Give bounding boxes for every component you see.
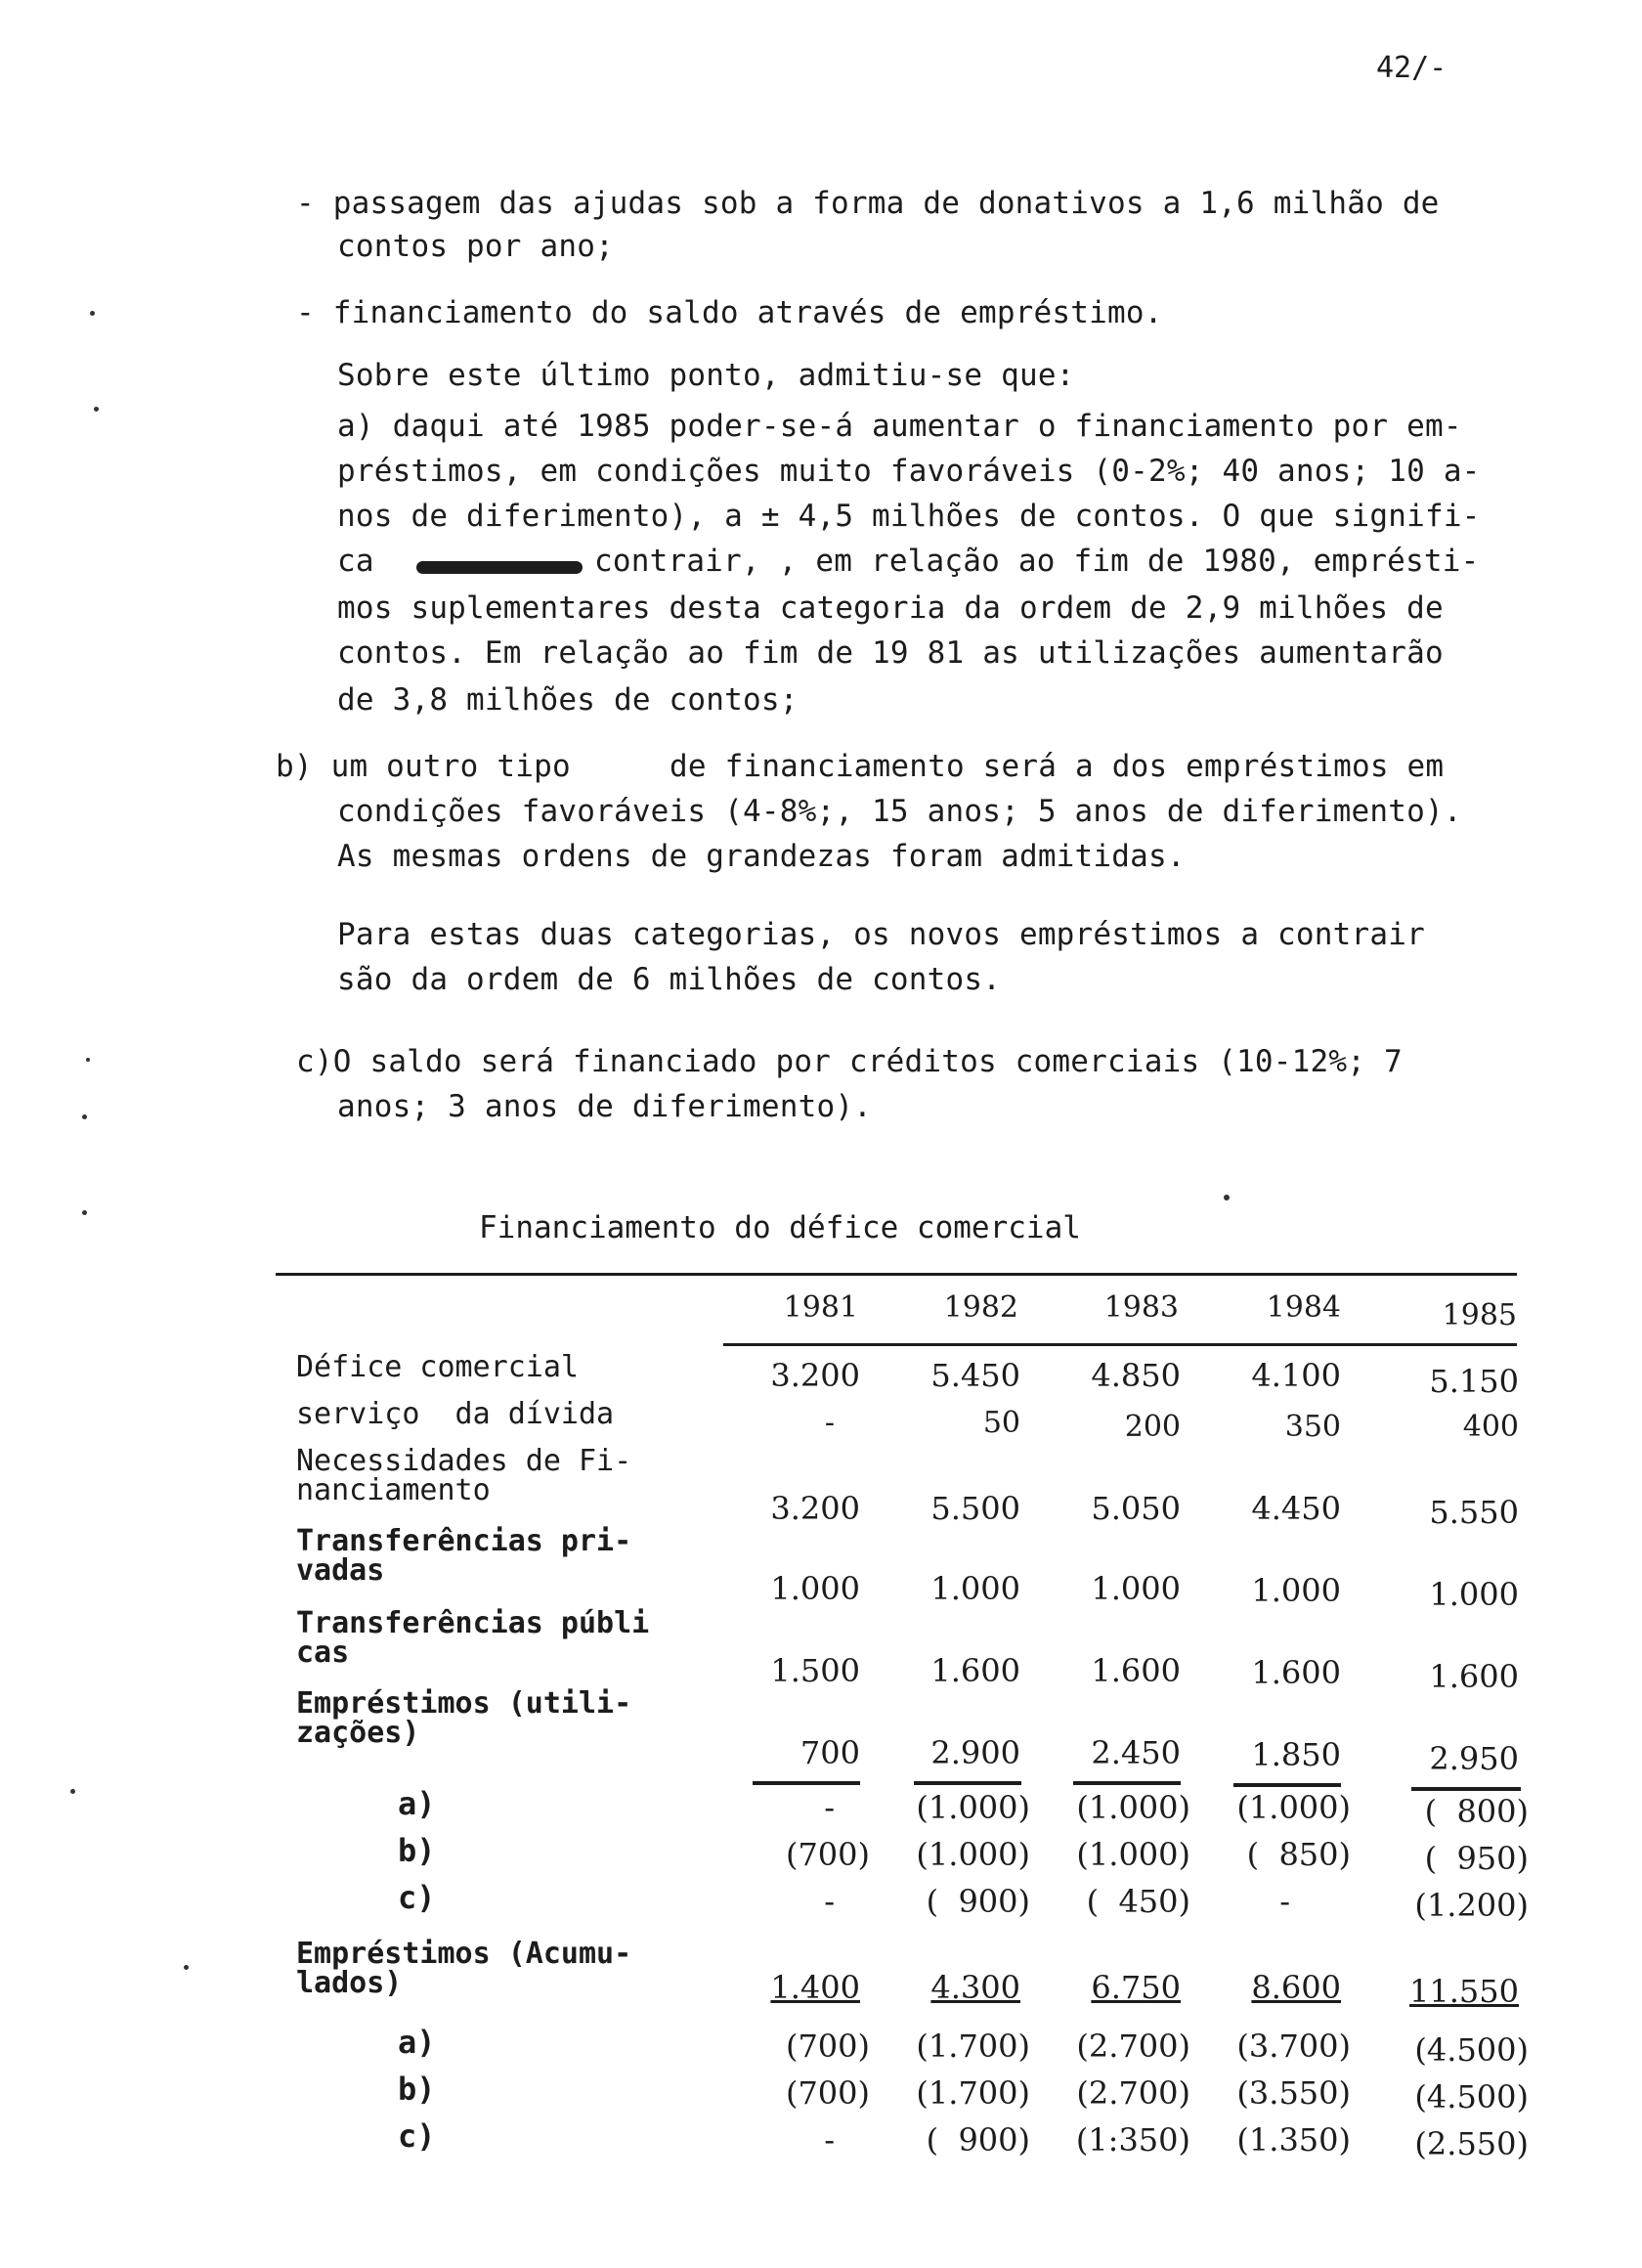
table-cell: 1.600	[1251, 1654, 1341, 1691]
table-cell: 11.550	[1409, 1973, 1519, 2010]
table-cell: 350	[1284, 1410, 1341, 1444]
table-cell: 400	[1462, 1410, 1519, 1444]
table-cell: 50	[982, 1406, 1020, 1440]
margin-speck	[184, 1965, 189, 1970]
row-label: Transferências públi cas	[296, 1606, 650, 1670]
table-cell: (2.550)	[1414, 2125, 1529, 2162]
table-cell: 4.300	[930, 1969, 1020, 2006]
margin-speck	[94, 407, 99, 412]
table-cell: ( 850)	[1246, 1836, 1351, 1873]
table-cell: 3.200	[770, 1357, 860, 1394]
body-line: contos por ano;	[337, 229, 614, 264]
table-cell: (4.500)	[1414, 2031, 1529, 2069]
year-header: 1984	[1266, 1290, 1341, 1325]
body-line: - passagem das ajudas sob a forma de donativos a 1,6 milhão de	[296, 186, 1440, 221]
table-cell: ( 800)	[1424, 1793, 1529, 1830]
page-number: 42/-	[1376, 51, 1448, 85]
table-cell: 2.950	[1429, 1740, 1519, 1777]
table-cell: 5.450	[930, 1357, 1020, 1394]
subtotal-underline	[1411, 1787, 1521, 1791]
body-line: a) daqui até 1985 poder-se-á aumentar o financiamento por em-	[337, 409, 1462, 444]
margin-speck	[70, 1789, 75, 1794]
body-line: contos. Em relação ao fim de 19 81 as utilizações aumentarão	[337, 635, 1444, 671]
table-cell: (1.350)	[1236, 2121, 1351, 2159]
row-sublabel: a)	[398, 2024, 436, 2061]
row-sublabel: c)	[398, 1879, 436, 1916]
table-title: Financiamento do défice comercial	[479, 1210, 1081, 1245]
table-cell: 1.600	[930, 1652, 1020, 1689]
table-cell: (1.000)	[1236, 1789, 1351, 1826]
table-cell: (3.700)	[1236, 2028, 1351, 2065]
body-line: préstimos, em condições muito favoráveis (0-2%; 40 anos; 10 a-	[337, 454, 1481, 489]
table-cell: (1.000)	[916, 1789, 1030, 1826]
table-cell: (2.700)	[1076, 2074, 1190, 2112]
body-line: mos suplementares desta categoria da ordem de 2,9 milhões de	[337, 590, 1444, 626]
table-cell: 1.000	[770, 1570, 860, 1607]
body-line: - financiamento do saldo através de empréstimo.	[296, 295, 1163, 330]
table-cell: (1.000)	[1076, 1789, 1190, 1826]
row-sublabel: c)	[398, 2117, 436, 2155]
row-sublabel: a)	[398, 1785, 436, 1822]
year-header: 1985	[1442, 1298, 1517, 1332]
body-line: c)O saldo será financiado por créditos comerciais (10-12%; 7	[296, 1044, 1403, 1079]
year-header: 1981	[783, 1290, 858, 1325]
year-header: 1983	[1103, 1290, 1179, 1325]
table-cell: (700)	[785, 2074, 870, 2112]
table-cell: ( 900)	[926, 2121, 1030, 2159]
table-cell: 1.000	[930, 1570, 1020, 1607]
table-cell: 1.400	[770, 1969, 860, 2006]
table-cell: ( 900)	[926, 1883, 1030, 1920]
table-cell: 5.500	[930, 1490, 1020, 1527]
row-label: Transferências pri- vadas	[296, 1524, 632, 1588]
margin-speck	[90, 311, 95, 316]
table-cell: (700)	[785, 2028, 870, 2065]
table-cell: 1.850	[1251, 1736, 1341, 1773]
table-cell: -	[824, 1883, 835, 1920]
table-cell: -	[824, 1789, 835, 1826]
table-cell: 4.850	[1091, 1357, 1181, 1394]
margin-speck	[82, 1114, 87, 1119]
margin-speck	[86, 1058, 90, 1062]
table-cell: ( 950)	[1424, 1840, 1529, 1877]
table-cell: (2.700)	[1076, 2028, 1190, 2065]
table-cell: -	[1279, 1883, 1290, 1920]
subtotal-underline	[1233, 1783, 1341, 1787]
body-line: condições favoráveis (4-8%;, 15 anos; 5 anos de diferimento).	[337, 794, 1462, 829]
body-line: Sobre este último ponto, admitiu-se que:	[337, 358, 1075, 393]
table-cell: 1.600	[1429, 1658, 1519, 1695]
table-cell: 200	[1124, 1410, 1181, 1444]
body-line: ca	[337, 544, 374, 579]
table-cell: 1.500	[770, 1652, 860, 1689]
table-cell: 5.550	[1429, 1494, 1519, 1531]
row-label: serviço da dívida	[296, 1397, 615, 1431]
margin-speck	[1224, 1195, 1230, 1200]
table-cell: -	[824, 1406, 835, 1440]
table-cell: (4.500)	[1414, 2078, 1529, 2115]
body-line: b) um outro tipo	[276, 749, 571, 784]
table-cell: 2.450	[1091, 1734, 1181, 1771]
year-header: 1982	[943, 1290, 1018, 1325]
row-label: Défice comercial	[296, 1350, 579, 1384]
subtotal-underline	[753, 1781, 860, 1785]
table-cell: (1.200)	[1414, 1887, 1529, 1924]
table-cell: ( 450)	[1086, 1883, 1190, 1920]
table-cell: 6.750	[1091, 1969, 1181, 2006]
table-header-rule	[723, 1343, 1517, 1346]
table-cell: (1.000)	[1076, 1836, 1190, 1873]
table-cell: 4.100	[1251, 1357, 1341, 1394]
table-cell: (1.700)	[916, 2028, 1030, 2065]
table-cell: 5.150	[1429, 1363, 1519, 1400]
table-cell: (1.000)	[916, 1836, 1030, 1873]
margin-speck	[82, 1210, 87, 1215]
table-cell: (3.550)	[1236, 2074, 1351, 2112]
table-cell: 1.000	[1091, 1570, 1181, 1607]
table-cell: 5.050	[1091, 1490, 1181, 1527]
subtotal-underline	[914, 1781, 1021, 1785]
body-line: de financiamento será a dos empréstimos em	[670, 749, 1445, 784]
body-line: são da ordem de 6 milhões de contos.	[337, 962, 1002, 997]
row-sublabel: b)	[398, 2071, 436, 2108]
table-cell: -	[824, 2121, 835, 2159]
table-cell: (1.700)	[916, 2074, 1030, 2112]
table-cell: (700)	[785, 1836, 870, 1873]
table-cell: 1.600	[1091, 1652, 1181, 1689]
row-label: Empréstimos (utili- zações)	[296, 1686, 632, 1750]
row-label: Empréstimos (Acumu- lados)	[296, 1937, 632, 2000]
row-label: Necessidades de Fi- nanciamento	[296, 1444, 632, 1507]
table-cell: 8.600	[1251, 1969, 1341, 2006]
table-cell: (1:350)	[1075, 2121, 1190, 2159]
subtotal-underline	[1073, 1781, 1181, 1785]
table-top-rule	[276, 1273, 1517, 1276]
row-sublabel: b)	[398, 1832, 436, 1869]
body-line: nos de diferimento), a ± 4,5 milhões de contos. O que signifi-	[337, 499, 1481, 534]
table-cell: 1.000	[1429, 1576, 1519, 1613]
table-cell: 3.200	[770, 1490, 860, 1527]
body-line: contrair, , em relação ao fim de 1980, emprésti-	[594, 544, 1480, 579]
table-cell: 2.900	[930, 1734, 1020, 1771]
table-cell: 1.000	[1251, 1572, 1341, 1609]
table-cell: 4.450	[1251, 1490, 1341, 1527]
body-line: As mesmas ordens de grandezas foram admitidas.	[337, 839, 1186, 874]
body-line: anos; 3 anos de diferimento).	[337, 1089, 873, 1124]
body-line: Para estas duas categorias, os novos empréstimos a contrair	[337, 917, 1425, 952]
redaction-mark	[416, 561, 583, 574]
table-cell: 700	[799, 1734, 860, 1771]
body-line: de 3,8 milhões de contos;	[337, 682, 799, 718]
